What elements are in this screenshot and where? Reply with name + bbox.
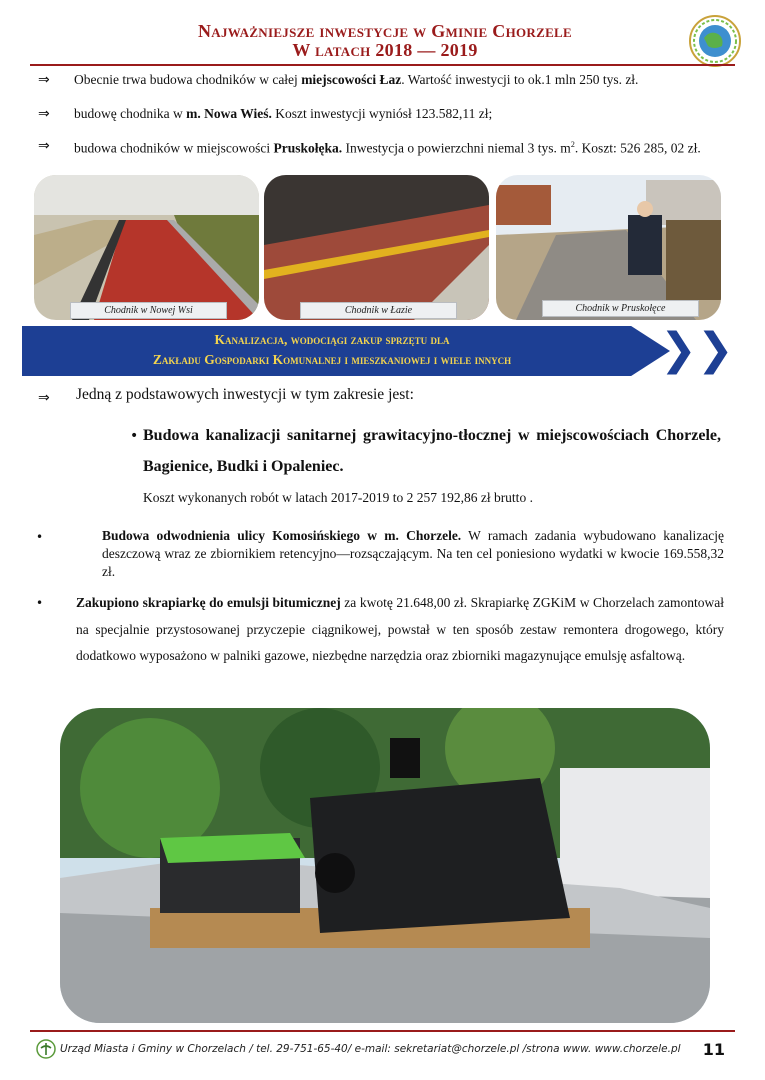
footer-logo-icon <box>36 1039 56 1059</box>
bullet-komosinskiego: Budowa odwodnienia ulicy Komosińskiego w m. Chorzele. W ramach zadania wybudowano kanalizację deszczową wraz ze zbiornikiem retencyjno—rozsączającym. Na ten cel poniesiono wydatki w kwocie 169.558,32 zł. <box>102 528 724 579</box>
photo-laz <box>264 175 489 320</box>
sub-bold-item: Budowa kanalizacji sanitarnej grawitacyjno-tłocznej w miejscowościach Chorzele, Bagienice, Budki i Opaleniec. <box>143 427 721 475</box>
banner-title <box>22 330 642 370</box>
footer-contact: Urząd Miasta i Gminy w Chorzelach / tel. 29-751-65-40/ e-mail: sekretariat@chorzele.pl /strona www. www.chorzele.pl <box>60 1043 681 1055</box>
section-intro: Jedną z podstawowych inwestycji w tym zakresie jest: <box>76 386 414 403</box>
bullet-skrapiarka: Zakupiono skrapiarkę do emulsji bitumicznej za kwotę 21.648,00 zł. Skrapiarkę ZGKiM w Chorzelach zamontował na specjalnie przystosowanej przyczepie ciągnikowej, powstał w ten sposób zestaw remontera drogowego, który dodatkowo wyposażono w palniki gazowe, niezbędne narzędzia oraz zbiorniki magazynujące emulsję asfaltową. <box>76 595 724 663</box>
bullet-icon: • <box>36 530 44 544</box>
arrow-icon: ⇒ <box>38 106 50 122</box>
photo-nowa-wies <box>34 175 259 320</box>
page-title <box>100 22 670 60</box>
chevron-right-icon: ❯❯ <box>660 324 734 375</box>
item-nowa-wies: budowę chodnika w m. Nowa Wieś. Koszt inwestycji wyniósł 123.582,11 zł; <box>74 106 493 121</box>
item-pruskoleka: budowa chodników w miejscowości Pruskołęka. Inwestycja o powierzchni niemal 3 tys. $m^2$. Koszt: 526 285, 02 zł. <box>74 140 701 156</box>
bullet-icon: • <box>130 428 139 444</box>
gmina-logo <box>688 14 742 68</box>
footer-rule <box>30 1030 735 1032</box>
caption-nowa-wies: Chodnik w Nowej Wsi <box>70 302 227 319</box>
banner-line-2: Zakładu Gospodarki Komunalnej i mieszkaniowej i wiele innych <box>152 352 512 367</box>
header-rule <box>30 64 735 66</box>
title-line-2: W latach 2018 — 2019 <box>292 40 478 60</box>
banner-line-1: Kanalizacja, wodociągi zakup sprzętu dla <box>214 332 450 347</box>
arrow-icon: ⇒ <box>38 138 50 154</box>
caption-laz: Chodnik w Łazie <box>300 302 457 319</box>
item-laz: Obecnie trwa budowa chodników w całej miejscowości Łaz. Wartość inwestycji to ok.1 mln 250 tys. zł. <box>74 72 639 87</box>
photo-skrapiarka <box>60 708 710 1023</box>
bullet-icon: • <box>36 596 44 610</box>
photo-pruskoleka <box>496 175 721 320</box>
arrow-icon: ⇒ <box>38 72 50 88</box>
page-number: 11 <box>702 1040 725 1059</box>
section-cost: Koszt wykonanych robót w latach 2017-2019 to 2 257 192,86 zł brutto . <box>143 490 533 505</box>
arrow-icon: ⇒ <box>38 390 50 406</box>
caption-pruskoleka: Chodnik w Pruskołęce <box>542 300 699 317</box>
title-line-1: Najważniejsze inwestycje w Gminie Chorzele <box>197 21 572 41</box>
